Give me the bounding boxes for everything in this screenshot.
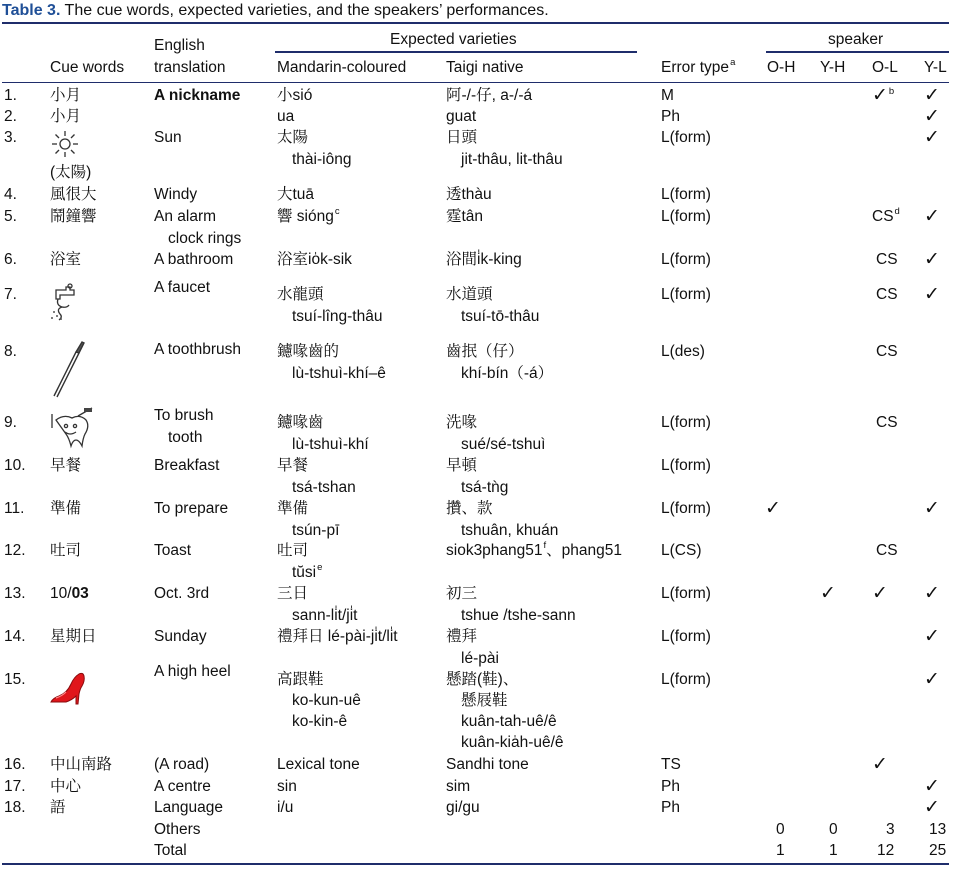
total-oh: 1	[776, 842, 785, 859]
header-oh: O-H	[767, 59, 796, 76]
taigi-form: 懸踏(鞋)、	[446, 671, 519, 688]
header-expected-varieties: Expected varieties	[390, 31, 517, 48]
error-type: Ph	[661, 799, 680, 816]
cue-word: 小月	[50, 108, 82, 125]
english-translation: (A road)	[154, 756, 210, 773]
mandarin-form: 浴室io̍k-sik	[277, 251, 352, 268]
mandarin-form: 高跟鞋	[277, 671, 324, 688]
expected-varieties-rule	[275, 51, 637, 53]
header-ol: O-L	[872, 59, 898, 76]
yh-mark: ✓	[820, 582, 836, 604]
oh-mark: ✓	[765, 497, 781, 519]
error-type: Ph	[661, 108, 680, 125]
ol-mark: CS	[876, 343, 898, 360]
english-translation: To prepare	[154, 500, 229, 517]
error-type: L(form)	[661, 186, 711, 203]
error-type: TS	[661, 756, 681, 773]
yl-mark: ✓	[924, 625, 940, 647]
row-number: 9.	[4, 414, 17, 431]
header-taigi: Taigi native	[446, 59, 524, 76]
brushing-tooth-icon	[48, 406, 96, 450]
header-cue-words: Cue words	[50, 59, 125, 76]
mandarin-romanization: ko-kun-uê	[292, 692, 361, 709]
taigi-form: 霆tân	[446, 208, 484, 225]
mandarin-form: 三日	[277, 585, 309, 602]
mandarin-romanization: tsún-pī	[292, 522, 340, 539]
taigi-romanization: tshue /tshe-sann	[461, 607, 576, 624]
mandarin-romanization: sann-li̍t/ji̍t	[292, 607, 358, 624]
taigi-form: 洗喙	[446, 414, 478, 431]
others-oh: 0	[776, 821, 785, 838]
header-rule	[2, 82, 949, 83]
yl-mark: ✓	[924, 84, 940, 106]
row-number: 17.	[4, 778, 26, 795]
row-number: 13.	[4, 585, 26, 602]
bottom-rule	[2, 863, 949, 865]
total-yl: 25	[929, 842, 947, 859]
others-yh: 0	[829, 821, 838, 838]
yl-mark: ✓	[924, 205, 940, 227]
row-number: 12.	[4, 542, 26, 559]
english-translation: An alarm	[154, 208, 217, 225]
mandarin-romanization: tsuí-lîng-thâu	[292, 308, 383, 325]
cue-word: (太陽)	[50, 164, 92, 181]
error-type: L(form)	[661, 585, 711, 602]
cue-word: 小月	[50, 87, 82, 104]
mandarin-form: 大tuā	[277, 186, 315, 203]
header-error-type: Error type$^a$	[661, 57, 736, 76]
ol-mark: CS	[876, 542, 898, 559]
cue-word: 中心	[50, 778, 82, 795]
taigi-form: siok3phang51$^f$、phang51	[446, 540, 623, 559]
cue-word: 早餐	[50, 457, 82, 474]
taigi-romanization: tsuí-tō-thâu	[461, 308, 540, 325]
mandarin-form: 早餐	[277, 457, 309, 474]
error-type: Ph	[661, 778, 680, 795]
taigi-form: 透thàu	[446, 186, 492, 203]
ol-mark: ✓$^b$	[872, 84, 895, 106]
mandarin-romanization: thài-iông	[292, 151, 352, 168]
mandarin-romanization: ko-kin-ê	[292, 713, 348, 730]
mandarin-form: 響 sióng$^c$	[277, 206, 340, 225]
yl-mark: ✓	[924, 497, 940, 519]
yl-mark: ✓	[924, 105, 940, 127]
header-yh: Y-H	[820, 59, 846, 76]
error-type: L(form)	[661, 671, 711, 688]
yl-mark: ✓	[924, 668, 940, 690]
taigi-form: Sandhi tone	[446, 756, 529, 773]
taigi-romanization: tshuân, khuán	[461, 522, 559, 539]
total-yh: 1	[829, 842, 838, 859]
row-number: 14.	[4, 628, 26, 645]
yl-mark: ✓	[924, 126, 940, 148]
yl-mark: ✓	[924, 582, 940, 604]
ol-mark: $CS^d$	[872, 206, 900, 225]
mandarin-form: 鑢喙齒	[277, 414, 324, 431]
yl-mark: ✓	[924, 283, 940, 305]
row-number: 18.	[4, 799, 26, 816]
mandarin-romanization: lù-tshuì-khí	[292, 436, 369, 453]
mandarin-form: sin	[277, 778, 297, 795]
taigi-romanization: lé-pài	[461, 650, 499, 667]
mandarin-form: 準備	[277, 500, 309, 517]
cue-word: 中山南路	[50, 756, 113, 773]
english-translation: Breakfast	[154, 457, 220, 474]
row-number: 8.	[4, 343, 17, 360]
english-translation: A centre	[154, 778, 211, 795]
header-speaker: speaker	[828, 31, 884, 48]
english-translation: Language	[154, 799, 223, 816]
total-label: Total	[154, 842, 187, 859]
total-ol: 12	[877, 842, 895, 859]
high-heel-icon	[48, 668, 86, 708]
yl-mark: ✓	[924, 796, 940, 818]
cue-word: 準備	[50, 500, 82, 517]
taigi-romanization: kuân-tah-uê/ê	[461, 713, 557, 730]
ol-mark: ✓	[872, 753, 888, 775]
cue-word: 鬧鐘響	[50, 208, 97, 225]
taigi-form: guat	[446, 108, 477, 125]
taigi-form-alt: 懸屐鞋	[461, 692, 508, 709]
taigi-romanization: khí-bín（-á）	[461, 365, 554, 382]
header-english-line1: English	[154, 37, 205, 54]
taigi-romanization: sué/sé-tshuì	[461, 436, 546, 453]
table-caption	[2, 1, 549, 21]
taigi-form: sim	[446, 778, 471, 795]
sun-icon	[50, 129, 80, 159]
mandarin-form: 吐司	[277, 542, 309, 559]
mandarin-form: 小sió	[277, 87, 313, 104]
english-translation: A nickname	[154, 87, 241, 104]
ol-mark: CS	[876, 414, 898, 431]
yl-mark: ✓	[924, 775, 940, 797]
taigi-form: 初三	[446, 585, 478, 602]
mandarin-romanization: tŭsi$^e$	[292, 562, 323, 581]
yl-mark: ✓	[924, 248, 940, 270]
mandarin-form: i/u	[277, 799, 294, 816]
taigi-form: 禮拜	[446, 628, 478, 645]
header-mandarin: Mandarin-coloured	[277, 59, 407, 76]
error-type: L(des)	[661, 343, 705, 360]
taigi-romanization: kuân-kia̍h-uê/ê	[461, 734, 564, 751]
row-number: 10.	[4, 457, 26, 474]
mandarin-romanization: lù-tshuì-khí–ê	[292, 365, 386, 382]
english-translation: A toothbrush	[154, 341, 242, 358]
mandarin-form: Lexical tone	[277, 756, 360, 773]
english-translation: A faucet	[154, 279, 211, 296]
english-translation: Oct. 3rd	[154, 585, 210, 602]
ol-mark: CS	[876, 286, 898, 303]
error-type: L(form)	[661, 251, 711, 268]
english-translation: A bathroom	[154, 251, 234, 268]
others-label: Others	[154, 821, 201, 838]
cue-word: 風很大	[50, 186, 97, 203]
taigi-form: 浴間i̍k-king	[446, 251, 522, 268]
cue-word: 10/03	[50, 585, 89, 602]
taigi-romanization: jit-thâu, lit-thâu	[461, 151, 563, 168]
ol-mark: ✓	[872, 582, 888, 604]
mandarin-form: 水龍頭	[277, 286, 324, 303]
row-number: 16.	[4, 756, 26, 773]
row-number: 1.	[4, 87, 17, 104]
speaker-rule	[766, 51, 949, 53]
taigi-form: 日頭	[446, 129, 478, 146]
row-number: 4.	[4, 186, 17, 203]
cue-word: 吐司	[50, 542, 82, 559]
english-translation: To brush	[154, 407, 214, 424]
english-translation: Sunday	[154, 628, 207, 645]
error-type: L(form)	[661, 286, 711, 303]
taigi-romanization: tsá-tǹg	[461, 479, 509, 496]
taigi-form: 水道頭	[446, 286, 493, 303]
row-number: 7.	[4, 286, 17, 303]
english-translation: Sun	[154, 129, 182, 146]
faucet-icon	[48, 282, 80, 324]
english-translation-cont: tooth	[168, 429, 203, 446]
header-english-line2: translation	[154, 59, 226, 76]
error-type: L(form)	[661, 457, 711, 474]
caption-label: Table 3.	[2, 2, 61, 19]
mandarin-romanization: tsá-tshan	[292, 479, 356, 496]
error-type: L(form)	[661, 500, 711, 517]
taigi-form: gi/gu	[446, 799, 480, 816]
row-number: 2.	[4, 108, 17, 125]
others-ol: 3	[886, 821, 895, 838]
row-number: 5.	[4, 208, 17, 225]
error-type: L(form)	[661, 414, 711, 431]
error-type: L(form)	[661, 208, 711, 225]
taigi-form: 齒抿（仔）	[446, 343, 524, 360]
taigi-form: 阿-/-仔, a-/-á	[446, 87, 533, 104]
taigi-form: 攢、款	[446, 500, 493, 517]
mandarin-form: 鑢喙齒的	[277, 343, 340, 360]
caption-text: The cue words, expected varieties, and the speakers’ performances.	[60, 2, 549, 19]
error-type: L(form)	[661, 129, 711, 146]
header-yl: Y-L	[924, 59, 947, 76]
error-type: M	[661, 87, 674, 104]
english-translation: Windy	[154, 186, 198, 203]
cue-word: 語	[50, 799, 66, 816]
mandarin-form: 太陽	[277, 129, 309, 146]
cue-word: 浴室	[50, 251, 82, 268]
english-translation-cont: clock rings	[168, 230, 242, 247]
cue-word: 星期日	[50, 628, 97, 645]
others-yl: 13	[929, 821, 947, 838]
row-number: 15.	[4, 671, 26, 688]
error-type: L(form)	[661, 628, 711, 645]
row-number: 3.	[4, 129, 17, 146]
toothbrush-icon	[50, 340, 86, 400]
top-rule	[2, 22, 949, 24]
error-type: L(CS)	[661, 542, 702, 559]
row-number: 6.	[4, 251, 17, 268]
taigi-form: 早頓	[446, 457, 478, 474]
ol-mark: CS	[876, 251, 898, 268]
mandarin-form: ua	[277, 108, 295, 125]
row-number: 11.	[4, 500, 25, 517]
mandarin-form: 禮拜日 lé-pài-ji̍t/li̍t	[277, 628, 398, 645]
english-translation: Toast	[154, 542, 192, 559]
english-translation: A high heel	[154, 663, 231, 680]
